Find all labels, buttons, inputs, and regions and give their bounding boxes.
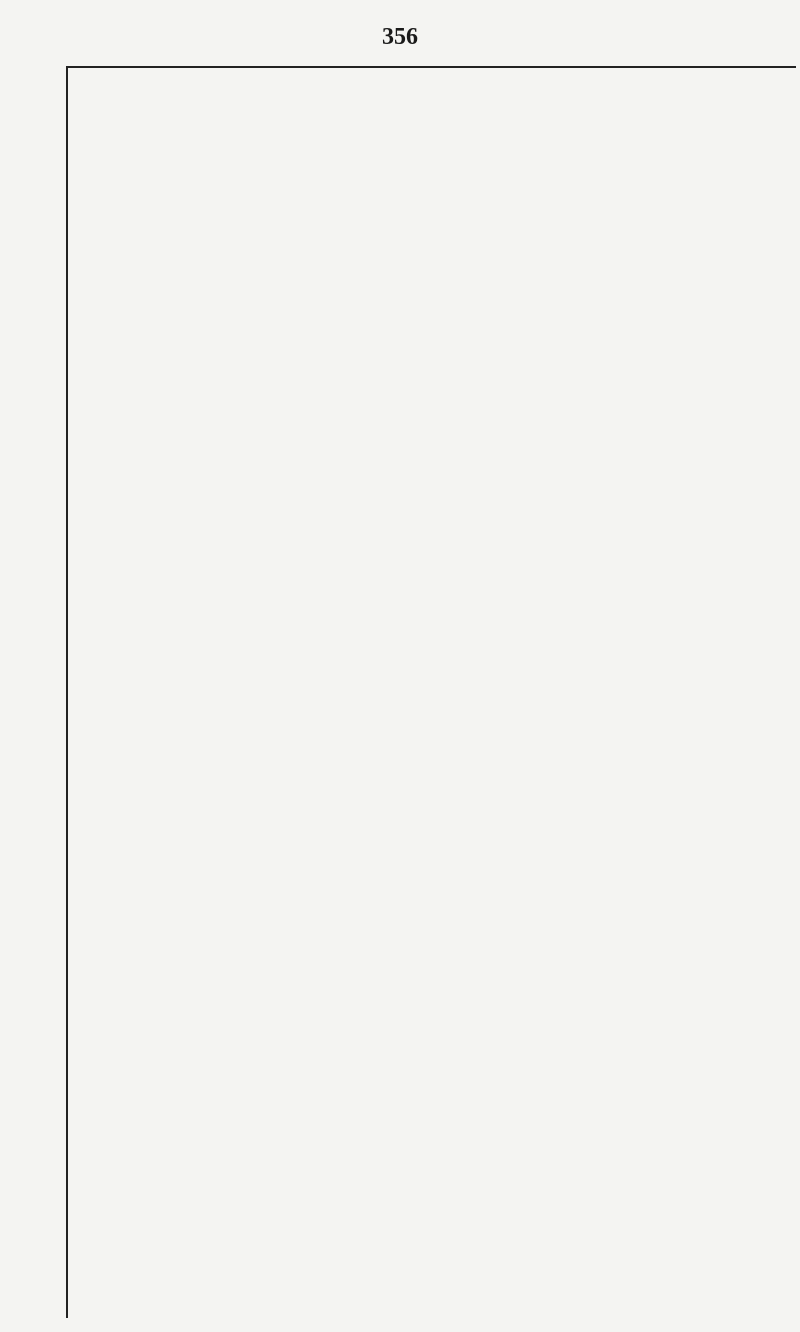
frame-top-rule [66, 66, 796, 68]
frame-left-rule [66, 68, 68, 1318]
page-number: 356 [382, 24, 418, 50]
